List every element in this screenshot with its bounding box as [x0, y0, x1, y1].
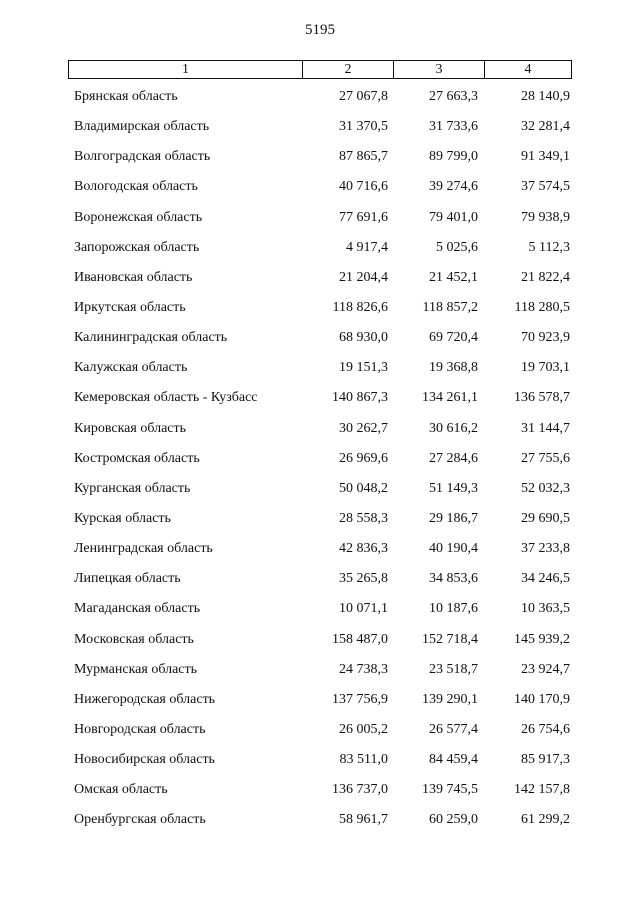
region-name-cell: Костромская область [74, 450, 200, 466]
value-cell-col2: 58 961,7 [339, 812, 388, 828]
value-cell-col2: 118 826,6 [332, 299, 388, 315]
table-row [68, 148, 572, 178]
value-cell-col4: 91 349,1 [521, 149, 570, 165]
value-cell-col2: 42 836,3 [339, 541, 388, 557]
value-cell-col4: 23 924,7 [521, 661, 570, 677]
value-cell-col3: 23 518,7 [429, 661, 478, 677]
region-name-cell: Воронежская область [74, 209, 203, 225]
table-row [68, 480, 572, 510]
table-row [68, 359, 572, 389]
value-cell-col3: 34 853,6 [429, 571, 478, 587]
value-cell-col3: 51 149,3 [429, 480, 478, 496]
table-row [68, 269, 572, 299]
region-name-cell: Омская область [74, 782, 168, 798]
value-cell-col2: 30 262,7 [339, 420, 388, 436]
value-cell-col4: 37 574,5 [521, 179, 570, 195]
region-name-cell: Калининградская область [74, 330, 228, 346]
value-cell-col2: 26 005,2 [339, 721, 388, 737]
value-cell-col4: 27 755,6 [521, 450, 570, 466]
value-cell-col4: 37 233,8 [521, 541, 570, 557]
value-cell-col3: 118 857,2 [422, 299, 478, 315]
value-cell-col3: 39 274,6 [429, 179, 478, 195]
region-name-cell: Иркутская область [74, 299, 186, 315]
region-name-cell: Курская область [74, 510, 171, 526]
table-row [68, 510, 572, 540]
value-cell-col4: 140 170,9 [514, 691, 570, 707]
table-body [68, 88, 572, 842]
region-name-cell: Ленинградская область [74, 541, 213, 557]
column-header-2: 2 [302, 61, 393, 78]
value-cell-col4: 5 112,3 [528, 239, 570, 255]
value-cell-col4: 32 281,4 [521, 119, 570, 135]
region-name-cell: Московская область [74, 631, 194, 647]
table-row [68, 118, 572, 148]
value-cell-col2: 158 487,0 [332, 631, 388, 647]
value-cell-col2: 28 558,3 [339, 510, 388, 526]
table-row [68, 178, 572, 208]
region-name-cell: Оренбургская область [74, 812, 206, 828]
page-number: 5195 [305, 22, 335, 38]
value-cell-col2: 137 756,9 [332, 691, 388, 707]
value-cell-col3: 21 452,1 [429, 269, 478, 285]
region-name-cell: Курганская область [74, 480, 191, 496]
region-name-cell: Магаданская область [74, 601, 201, 617]
value-cell-col4: 142 157,8 [514, 782, 570, 798]
table-row [68, 450, 572, 480]
value-cell-col2: 35 265,8 [339, 571, 388, 587]
value-cell-col3: 31 733,6 [429, 119, 478, 135]
value-cell-col2: 31 370,5 [339, 119, 388, 135]
table-row [68, 691, 572, 721]
value-cell-col3: 19 368,8 [429, 360, 478, 376]
value-cell-col4: 26 754,6 [521, 721, 570, 737]
value-cell-col4: 136 578,7 [514, 390, 570, 406]
table-row [68, 781, 572, 811]
value-cell-col4: 145 939,2 [514, 631, 570, 647]
table-row [68, 570, 572, 600]
region-name-cell: Волгоградская область [74, 149, 211, 165]
table-row [68, 811, 572, 841]
value-cell-col2: 40 716,6 [339, 179, 388, 195]
table-row [68, 600, 572, 630]
value-cell-col2: 77 691,6 [339, 209, 388, 225]
value-cell-col3: 30 616,2 [429, 420, 478, 436]
value-cell-col3: 27 284,6 [429, 450, 478, 466]
value-cell-col4: 21 822,4 [521, 269, 570, 285]
value-cell-col3: 139 745,5 [422, 782, 478, 798]
value-cell-col2: 87 865,7 [339, 149, 388, 165]
column-header-1: 1 [182, 62, 189, 77]
table-row [68, 239, 572, 269]
region-name-cell: Брянская область [74, 89, 178, 104]
value-cell-col4: 10 363,5 [521, 601, 570, 617]
value-cell-col3: 139 290,1 [422, 691, 478, 707]
value-cell-col3: 134 261,1 [422, 390, 478, 406]
region-name-cell: Новосибирская область [74, 752, 215, 768]
value-cell-col4: 28 140,9 [521, 89, 570, 104]
region-name-cell: Вологодская область [74, 179, 198, 195]
value-cell-col3: 89 799,0 [429, 149, 478, 165]
value-cell-col2: 21 204,4 [339, 269, 388, 285]
value-cell-col3: 84 459,4 [429, 752, 478, 768]
value-cell-col4: 19 703,1 [521, 360, 570, 376]
table-row [68, 329, 572, 359]
value-cell-col2: 24 738,3 [339, 661, 388, 677]
value-cell-col3: 5 025,6 [436, 239, 478, 255]
value-cell-col4: 34 246,5 [521, 571, 570, 587]
value-cell-col2: 4 917,4 [346, 239, 388, 255]
value-cell-col3: 69 720,4 [429, 330, 478, 346]
region-name-cell: Новгородская область [74, 721, 206, 737]
value-cell-col2: 68 930,0 [339, 330, 388, 346]
region-name-cell: Запорожская область [74, 239, 200, 255]
region-name-cell: Владимирская область [74, 119, 210, 135]
value-cell-col4: 79 938,9 [521, 209, 570, 225]
table-row [68, 389, 572, 419]
table-row [68, 751, 572, 781]
table-row [68, 209, 572, 239]
value-cell-col4: 118 280,5 [514, 299, 570, 315]
region-name-cell: Липецкая область [74, 571, 181, 587]
region-name-cell: Кемеровская область - Кузбасс [74, 390, 258, 406]
table-row [68, 88, 572, 118]
region-name-cell: Кировская область [74, 420, 187, 436]
value-cell-col3: 60 259,0 [429, 812, 478, 828]
value-cell-col3: 26 577,4 [429, 721, 478, 737]
table-row [68, 299, 572, 329]
region-name-cell: Ивановская область [74, 269, 193, 285]
table-row [68, 631, 572, 661]
table-row [68, 540, 572, 570]
value-cell-col2: 26 969,6 [339, 450, 388, 466]
value-cell-col4: 70 923,9 [521, 330, 570, 346]
value-cell-col2: 83 511,0 [339, 752, 388, 768]
column-header-3: 3 [393, 61, 484, 78]
value-cell-col4: 85 917,3 [521, 752, 570, 768]
value-cell-col3: 40 190,4 [429, 541, 478, 557]
region-name-cell: Калужская область [74, 360, 188, 376]
value-cell-col4: 52 032,3 [521, 480, 570, 496]
value-cell-col3: 152 718,4 [422, 631, 478, 647]
value-cell-col2: 19 151,3 [339, 360, 388, 376]
value-cell-col3: 29 186,7 [429, 510, 478, 526]
value-cell-col2: 140 867,3 [332, 390, 388, 406]
value-cell-col2: 27 067,8 [339, 89, 388, 104]
table-row [68, 420, 572, 450]
value-cell-col3: 27 663,3 [429, 89, 478, 104]
data-table [68, 60, 572, 842]
value-cell-col2: 10 071,1 [339, 601, 388, 617]
table-row [68, 721, 572, 751]
table-row [68, 661, 572, 691]
value-cell-col2: 136 737,0 [332, 782, 388, 798]
region-name-cell: Мурманская область [74, 661, 198, 677]
region-name-cell: Нижегородская область [74, 691, 216, 707]
value-cell-col4: 29 690,5 [521, 510, 570, 526]
value-cell-col4: 61 299,2 [521, 812, 570, 828]
table-header [68, 60, 572, 79]
value-cell-col2: 50 048,2 [339, 480, 388, 496]
column-header-4: 4 [484, 61, 571, 78]
value-cell-col4: 31 144,7 [521, 420, 570, 436]
value-cell-col3: 10 187,6 [429, 601, 478, 617]
value-cell-col3: 79 401,0 [429, 209, 478, 225]
